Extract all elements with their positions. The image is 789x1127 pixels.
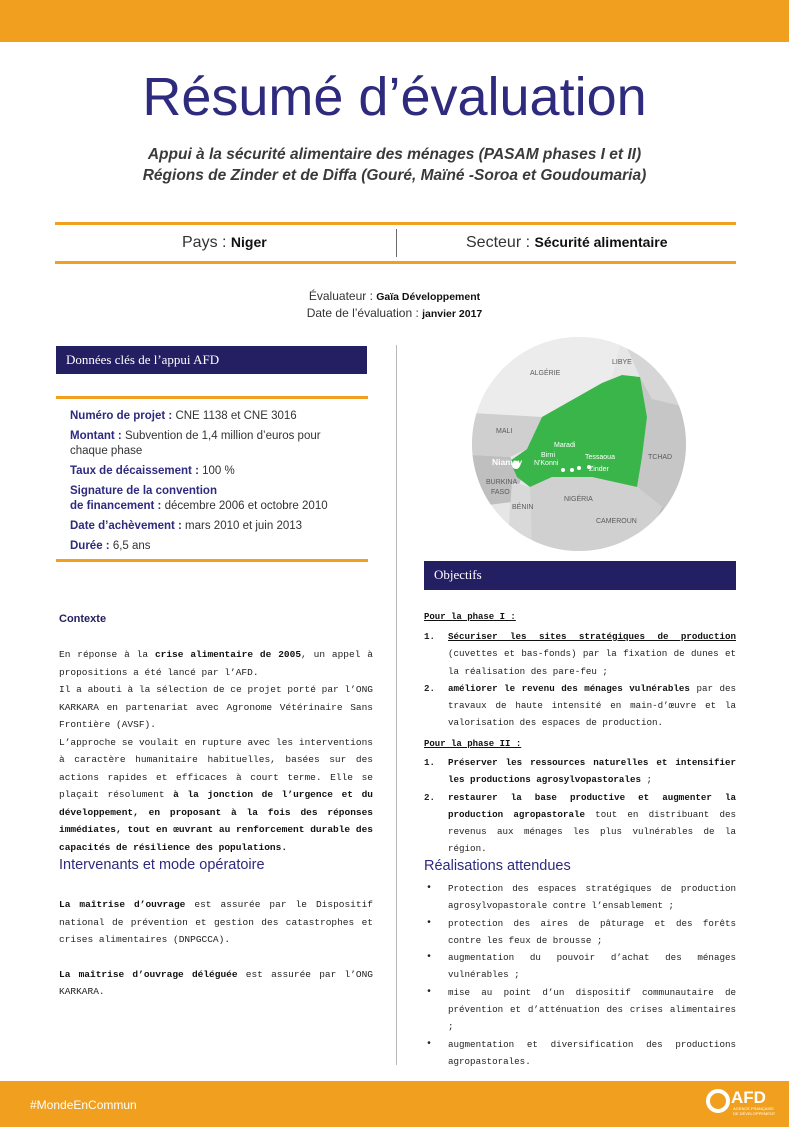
stakeholders-title: Intervenants et mode opératoire (59, 857, 265, 873)
kd-key: Taux de décaissement : (70, 465, 203, 477)
result-item (424, 984, 736, 1036)
evaluator-label: Évaluateur : (308, 289, 377, 303)
column-divider (396, 345, 397, 1065)
result-item (424, 1036, 736, 1071)
kd-value: décembre 2006 et octobre 2010 (164, 500, 328, 512)
sector-label: Secteur : (466, 234, 535, 251)
text-run-bold: à la jonction de l’urgence et du développement, en proposant à la fois des réponses immédiates, tout en œuvrant au renforcement durable des capacités de résilience des populations. (59, 789, 373, 853)
map-label-chad: TCHAD (648, 454, 673, 461)
map-label-nigeria: NIGÉRIA (564, 496, 593, 503)
kd-value: Subvention de 1,4 million d’euros pour chaque phase (70, 430, 321, 457)
expected-results-list (424, 880, 736, 1070)
item-bold: restaurer la base productive et augmenter la production agropastorale (448, 791, 736, 820)
evaluation-date-label: Date de l’évaluation : (306, 306, 423, 320)
kd-duration (70, 539, 360, 554)
kd-value: 6,5 ans (112, 540, 151, 552)
item-number: 1. (424, 631, 436, 642)
text-run: En réponse à la (59, 649, 155, 660)
evaluation-date-line (0, 306, 789, 320)
map-label-libya: LIBYE (612, 359, 632, 366)
text-run: L’approche se voulait en rupture avec les interventions à caractère humanitaire habituelles, basées sur des actions rapides et efficaces à court terme. Elle se plaçait résolument (59, 736, 373, 800)
map-city-birni: Birni (541, 452, 556, 459)
phase1-label: Pour la phase I : (424, 612, 516, 622)
bullet-icon: • (426, 917, 433, 929)
item-text: protection des aires de pâturage et des forêts contre les feux de brousse ; (448, 917, 736, 946)
afd-logo-ring-icon (706, 1089, 730, 1113)
map-label-cameroon: CAMEROUN (596, 518, 637, 525)
item-bold: améliorer le revenu des ménages vulnérables (448, 682, 690, 694)
text-run: , un appel à propositions a été lancé par l’AFD. (59, 649, 373, 678)
kd-key: de financement : (70, 500, 165, 512)
map-city-maradi: Maradi (554, 442, 576, 449)
kd-disbursement-rate (70, 464, 360, 479)
context-paragraph: Il a abouti à la sélection de ce projet porté par l’ONG KARKARA en partenariat avec Agronome Vétérinaire Sans Frontière (AVSF). (59, 684, 373, 730)
item-text: tout en distribuant des revenus aux ménages les plus vulnérables de la région. (448, 808, 736, 855)
item-bold: Préserver les ressources naturelles et intensifier les productions agrosylvopastorales (448, 757, 736, 786)
phase2-item (424, 754, 736, 789)
context-text (59, 646, 373, 856)
stakeholders-text (59, 896, 373, 1001)
regions-subtitle: Régions de Zinder et de Diffa (Gouré, Maïné -Soroa et Goudoumaria) (142, 167, 647, 184)
result-item (424, 880, 736, 915)
evaluator-line (0, 289, 789, 303)
phase2-label: Pour la phase II : (424, 739, 522, 749)
item-text: par des travaux de haute intensité en main-d’œuvre et la valorisation des espaces de production. (448, 682, 737, 729)
objectives-heading: Objectifs (434, 567, 482, 582)
kd-value: mars 2010 et juin 2013 (185, 520, 303, 532)
phase1-list (424, 628, 736, 732)
map-city-tessaoua: Tessaoua (585, 454, 615, 461)
item-bold: Sécuriser les sites stratégiques de production (448, 631, 736, 642)
evaluation-date-value: janvier 2017 (422, 308, 483, 320)
stakeholders-paragraph (59, 896, 373, 949)
niger-map (472, 337, 686, 551)
bullet-icon: • (426, 952, 433, 964)
expected-results-title: Réalisations attendues (424, 858, 571, 874)
objectives-header (424, 561, 736, 590)
context-title: Contexte (59, 613, 107, 625)
item-number: 2. (424, 682, 436, 694)
bullet-icon: • (426, 883, 433, 894)
text-run: est assurée par le Dispositif national de prévention et gestion des catastrophes et crises alimentaires (DNPGCCA). (59, 899, 373, 945)
top-banner (0, 0, 789, 42)
country-label: Pays : (182, 234, 231, 251)
kd-key: Signature de la convention (70, 485, 217, 497)
kd-completion-date (70, 519, 360, 534)
kd-key: Date d’achèvement : (70, 520, 186, 532)
context-paragraph (59, 646, 373, 681)
map-city-niamey: Niamey (492, 457, 523, 467)
kd-key: Numéro de projet : (70, 410, 176, 422)
map-city-zinder: Zinder (589, 466, 609, 473)
item-text: (cuvettes et bas-fonds) par la fixation de dunes et la réalisation des pare-feu ; (448, 648, 736, 677)
kd-key: Durée : (70, 540, 113, 552)
page-title: Résumé d’évaluation (142, 67, 647, 127)
sector-value: Sécurité alimentaire (534, 234, 668, 250)
item-text: augmentation du pouvoir d’achat des ménages vulnérables ; (448, 952, 736, 981)
key-data-list (70, 409, 360, 559)
map-label-algeria: ALGÉRIE (530, 370, 561, 377)
afd-logo (706, 1086, 776, 1122)
map-konni-dot (561, 468, 565, 472)
key-data-rule-bottom (56, 559, 368, 562)
phase2-item (424, 789, 736, 858)
key-data-rule-top (56, 396, 368, 399)
map-label-benin: BÉNIN (512, 504, 534, 511)
item-text: ; (640, 774, 653, 786)
item-text: mise au point d’un dispositif communautaire de prévention et d’atténuation des crises alimentaires ; (448, 986, 736, 1033)
map-label-faso: FASO (491, 489, 510, 496)
sector-field (466, 234, 668, 252)
context-paragraph (59, 734, 373, 857)
kd-signature (70, 484, 360, 514)
map-maradi-dot (570, 468, 574, 472)
kd-amount (70, 429, 360, 459)
phase1-item (424, 628, 736, 680)
phase1-item (424, 680, 736, 732)
bullet-icon: • (426, 986, 433, 998)
result-item (424, 915, 736, 950)
kd-project-number (70, 409, 360, 424)
map-label-mali: MALI (496, 428, 513, 435)
text-run-bold: La maîtrise d’ouvrage (59, 899, 186, 910)
item-text: Protection des espaces stratégiques de production agrosylvopastorale contre l’ensablement ; (448, 883, 736, 912)
country-sector-row (55, 222, 736, 264)
country-field (182, 234, 267, 252)
country-value: Niger (230, 234, 267, 250)
result-item (424, 949, 736, 984)
divider-bottom (55, 261, 736, 264)
kd-key: Montant : (70, 430, 125, 442)
phase2-list (424, 754, 736, 858)
project-subtitle: Appui à la sécurité alimentaire des ménages (PASAM phases I et II) (147, 146, 642, 163)
map-city-konni: N'Konni (534, 460, 559, 467)
evaluator-value: Gaïa Développement (376, 291, 481, 303)
footer-hashtag: #MondeEnCommun (30, 1098, 137, 1112)
map-tessaoua-dot (577, 466, 581, 470)
key-data-header (56, 346, 367, 374)
key-data-heading: Données clés de l’appui AFD (66, 352, 220, 367)
stakeholders-paragraph (59, 966, 373, 1001)
item-number: 2. (424, 791, 436, 803)
map-label-burkina: BURKINA (486, 479, 518, 486)
kd-value: CNE 1138 et CNE 3016 (175, 410, 297, 422)
row-divider (396, 229, 397, 257)
kd-value: 100 % (202, 465, 235, 477)
bullet-icon: • (426, 1038, 433, 1050)
afd-logo-text: AFD (731, 1088, 766, 1107)
item-number: 1. (424, 757, 436, 768)
afd-logo-subtext: AGENCE FRANÇAISE DE DÉVELOPPEMENT (733, 1106, 776, 1116)
text-run: est assurée par l’ONG KARKARA. (59, 968, 374, 997)
item-text: augmentation et diversification des productions agropastorales. (448, 1038, 736, 1067)
text-run-bold: crise alimentaire de 2005 (154, 649, 302, 660)
text-run-bold: La maîtrise d’ouvrage déléguée (59, 968, 238, 980)
